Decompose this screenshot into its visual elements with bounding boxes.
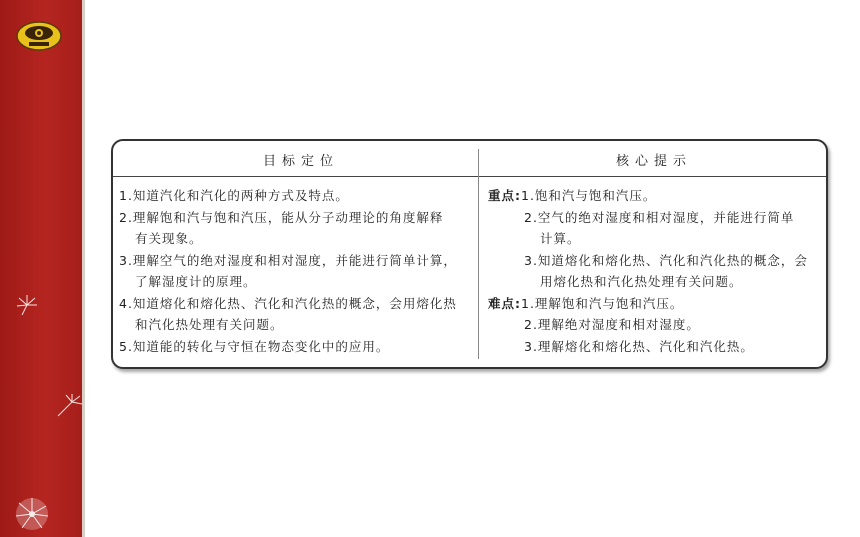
objectives-heading: 目标定位 bbox=[263, 154, 340, 169]
dandelion-seed-icon bbox=[54, 392, 84, 420]
table-header bbox=[113, 141, 826, 177]
list-item: 难点:1.理解饱和汽与饱和汽压。 bbox=[488, 295, 684, 311]
objectives-list bbox=[119, 185, 475, 357]
list-item: 计算。 bbox=[540, 231, 581, 246]
key-points-label: 重点: bbox=[488, 188, 521, 203]
list-item: 2.空气的绝对湿度和相对湿度，并能进行简单 bbox=[524, 209, 795, 225]
sidebar-divider bbox=[82, 0, 85, 537]
dandelion-flower-icon bbox=[12, 494, 52, 534]
red-sidebar bbox=[0, 0, 82, 537]
list-item: 有关现象。 bbox=[135, 231, 203, 246]
list-item: 重点:1.饱和汽与饱和汽压。 bbox=[488, 188, 657, 203]
objectives-table bbox=[111, 139, 828, 369]
key-hints-list bbox=[488, 185, 818, 357]
list-item: 2.理解饱和汽与饱和汽压，能从分子动理论的角度解释 bbox=[119, 209, 444, 225]
list-item: 3.理解熔化和熔化热、汽化和汽化热。 bbox=[524, 338, 754, 354]
list-item: 1.知道汽化和汽化的两种方式及特点。 bbox=[119, 188, 349, 203]
list-item: 和汽化热处理有关问题。 bbox=[135, 317, 284, 332]
list-item: 3.知道熔化和熔化热、汽化和汽化热的概念，会 bbox=[524, 252, 808, 268]
eye-logo-icon bbox=[16, 20, 62, 52]
list-item: 2.理解绝对湿度和相对湿度。 bbox=[524, 317, 700, 332]
list-item: 了解湿度计的原理。 bbox=[135, 274, 257, 289]
key-hints-heading: 核心提示 bbox=[616, 154, 693, 169]
dandelion-seed-icon bbox=[14, 292, 40, 318]
list-item: 5.知道能的转化与守恒在物态变化中的应用。 bbox=[119, 338, 390, 354]
list-item: 用熔化热和汽化热处理有关问题。 bbox=[540, 274, 743, 289]
difficult-points-label: 难点: bbox=[488, 295, 521, 311]
list-item: 3.理解空气的绝对湿度和相对湿度，并能进行简单计算， bbox=[119, 252, 457, 268]
column-divider bbox=[478, 149, 479, 359]
list-item: 4.知道熔化和熔化热、汽化和汽化热的概念，会用熔化热 bbox=[119, 295, 457, 311]
